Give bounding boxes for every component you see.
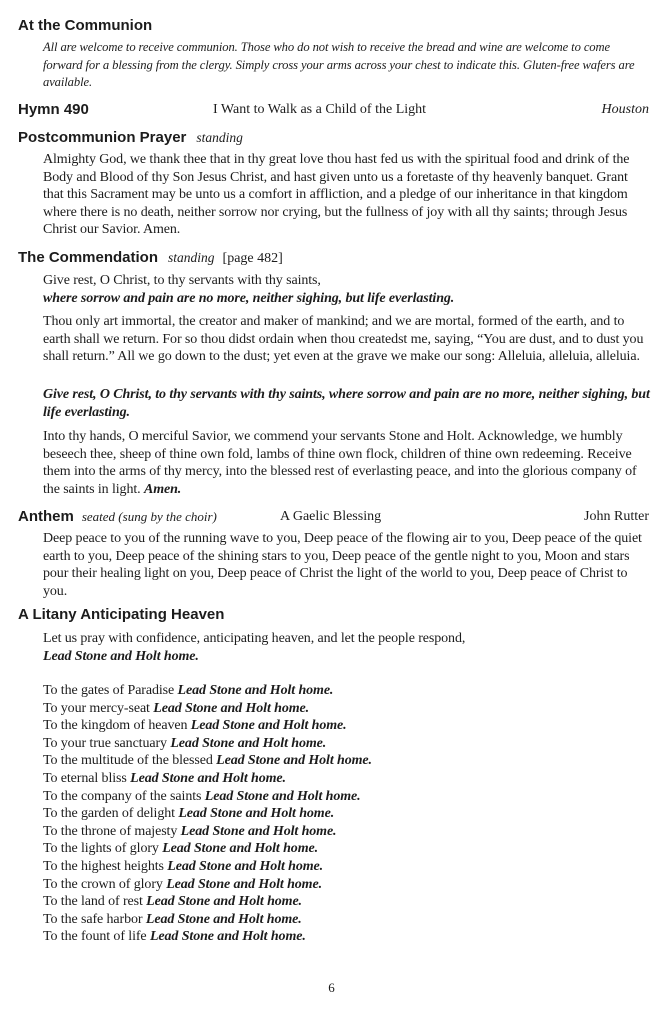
hymn-title: I Want to Walk as a Child of the Light — [213, 102, 427, 117]
petition-text: To the lights of glory — [43, 841, 159, 857]
commendation-versicle: Give rest, O Christ, to thy servants with thy saints, — [43, 273, 321, 288]
litany-item — [43, 823, 651, 841]
anthem-label-line — [18, 508, 217, 526]
litany-item — [43, 682, 651, 700]
petition-response: Lead Stone and Holt home. — [166, 876, 322, 892]
hymn-row — [18, 101, 649, 119]
litany-item — [43, 770, 651, 788]
petition-response: Lead Stone and Holt home. — [180, 823, 337, 839]
hymn-label: Hymn 490 — [18, 101, 89, 118]
petition-response: Lead Stone and Holt home. — [162, 841, 319, 857]
commendation-page-ref: [page 482] — [222, 251, 283, 266]
litany-list — [43, 682, 651, 946]
petition-text: To the crown of glory — [43, 876, 163, 892]
communion-heading: At the Communion — [18, 17, 153, 34]
commendation-heading: The Commendation — [18, 249, 159, 266]
litany-item — [43, 893, 651, 911]
litany-item — [43, 717, 651, 735]
petition-response: Lead Stone and Holt home. — [153, 700, 310, 716]
postcommunion-heading: Postcommunion Prayer — [18, 129, 187, 146]
postcommunion-posture: standing — [196, 130, 243, 145]
litany-item — [43, 858, 651, 876]
petition-response: Lead Stone and Holt home. — [204, 788, 361, 804]
petition-text: To the fount of life — [43, 929, 147, 945]
commendation-amen: Amen. — [143, 481, 182, 497]
litany-item — [43, 788, 651, 806]
anthem-row — [18, 508, 649, 526]
anthem-composer: John Rutter — [584, 509, 649, 524]
postcommunion-text: Almighty God, we thank thee that in thy great love thou hast fed us with the spiritual food and drink of the Body and Blood of thy Son Jesus Christ, and hast given unto us a foretaste of thy heavenly banquet. Grant that this Sacrament may be unto us a comfort in affliction, and a pledge of our inheritance in that kingdom where there is no death, neither sorrow nor crying, but the fullness of joy with all thy saints; through Jesus Christ our Savior. Amen. — [43, 152, 630, 238]
petition-response: Lead Stone and Holt home. — [145, 911, 302, 927]
petition-text: To the gates of Paradise — [43, 683, 175, 698]
hymn-tune: Houston — [601, 102, 649, 117]
litany-item — [43, 876, 651, 894]
petition-response: Lead Stone and Holt home. — [190, 718, 347, 734]
petition-response: Lead Stone and Holt home. — [130, 770, 286, 786]
commendation-prayer: Into thy hands, O merciful Savior, we commend your servants Stone and Holt. Acknowledge, we humbly beseech thee, sheep of thine own fold, lambs of thine own flock, children of thine own redeeming. Receive them into the arms of thy mercy, into the blessed rest of everlasting peace, and into the glorious company of the saints in light. — [43, 429, 637, 497]
petition-text: To the garden of delight — [43, 806, 175, 822]
petition-text: To your true sanctuary — [43, 735, 167, 751]
petition-response: Lead Stone and Holt home. — [149, 929, 306, 945]
litany-item — [43, 735, 651, 753]
petition-text: To the land of rest — [43, 894, 143, 910]
petition-text: To the highest heights — [43, 858, 164, 874]
petition-response: Lead Stone and Holt home. — [177, 683, 334, 698]
petition-text: To the company of the saints — [43, 788, 202, 804]
commendation-paragraph: Thou only art immortal, the creator and maker of mankind; and we are mortal, formed of the earth, and to earth shall we return. For so thou didst ordain when thou createdst me, saying, “You are dust, and to dust you shall return.” All we go down to the dust; yet even at the grave we make our song: Alleluia, alleluia, alleluia. — [43, 314, 644, 365]
petition-text: To the throne of majesty — [43, 823, 178, 839]
communion-note: All are welcome to receive communion. Those who do not wish to receive the bread and wine are welcome to come forward for a blessing from the clergy. Simply cross your arms across your chest to indicate this. Gluten-free wafers are available. — [43, 40, 635, 89]
petition-text: To eternal bliss — [43, 770, 127, 786]
petition-response: Lead Stone and Holt home. — [170, 735, 327, 751]
page-number: 6 — [328, 980, 335, 995]
petition-response: Lead Stone and Holt home. — [216, 753, 372, 769]
petition-response: Lead Stone and Holt home. — [146, 894, 302, 910]
litany-heading: A Litany Anticipating Heaven — [18, 606, 225, 623]
litany-response: Lead Stone and Holt home. — [43, 649, 199, 664]
petition-text: To your mercy-seat — [43, 700, 150, 716]
litany-item — [43, 840, 651, 858]
litany-item — [43, 752, 651, 770]
litany-intro: Let us pray with confidence, anticipating heaven, and let the people respond, — [43, 631, 466, 646]
petition-text: To the safe harbor — [43, 911, 143, 927]
commendation-response: where sorrow and pain are no more, neither sighing, but life everlasting. — [43, 291, 455, 306]
petition-response: Lead Stone and Holt home. — [178, 806, 335, 822]
litany-item — [43, 928, 651, 946]
litany-item — [43, 805, 651, 823]
litany-item — [43, 911, 651, 929]
commendation-prayer-block — [43, 428, 651, 498]
postcommunion-heading-line — [18, 129, 649, 147]
petition-text: To the multitude of the blessed — [43, 753, 213, 769]
anthem-text: Deep peace to you of the running wave to you, Deep peace of the flowing air to you, Deep peace of the quiet earth to you, Deep peace of the shining stars to you, Deep peace of the gentle night to you, Moon and stars pour their healing light on you, Deep peace of Christ the light of the world to you, Deep peace of Christ to you. — [43, 531, 642, 599]
anthem-label: Anthem — [18, 508, 74, 525]
anthem-posture: seated (sung by the choir) — [81, 509, 217, 524]
commendation-heading-line — [18, 249, 649, 268]
commendation-bold-paragraph: Give rest, O Christ, to thy servants with thy saints, where sorrow and pain are no more, neither sighing, but life everlasting. — [43, 387, 650, 420]
anthem-title: A Gaelic Blessing — [280, 509, 382, 524]
petition-text: To the kingdom of heaven — [43, 718, 188, 734]
litany-item — [43, 700, 651, 718]
commendation-posture: standing — [168, 250, 215, 265]
petition-response: Lead Stone and Holt home. — [167, 858, 324, 874]
